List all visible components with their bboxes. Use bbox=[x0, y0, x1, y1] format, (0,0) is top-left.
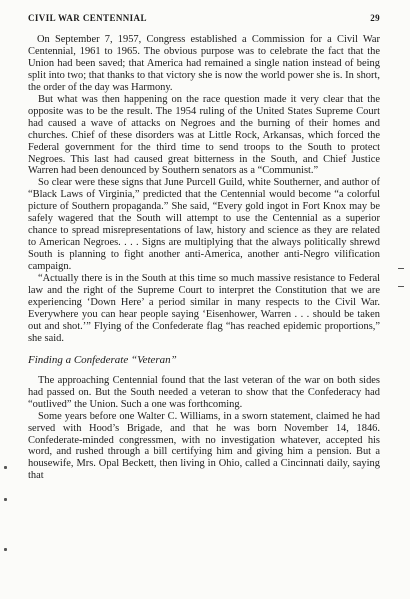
running-title: CIVIL WAR CENTENNIAL bbox=[28, 13, 147, 23]
paragraph-6: Some years before one Walter C. Williams, in a sworn statement, claimed he had served with Hood’s Brigade, and that he was born November 14, 1846. Confederate-minded congressmen, with no investigation whatever, accepted his word, and rushed through a bill certifying him and giving him a pension. But a housewife, Mrs. Opal Beckett, then living in Ohio, called a Cincinnati daily, saying that bbox=[28, 410, 380, 482]
gutter-mark bbox=[398, 268, 404, 269]
running-head bbox=[28, 13, 380, 27]
gutter-dot bbox=[4, 498, 7, 501]
paragraph-5: The approaching Centennial found that the last veteran of the war on both sides had passed on. But the South needed a veteran to show that the Confederacy had “outlived” the Union. Such a one was forthcoming. bbox=[28, 374, 380, 410]
gutter-mark bbox=[398, 286, 404, 287]
paragraph-3: So clear were these signs that June Purcell Guild, white Southerner, and author of “Black Laws of Virginia,” predicted that the Centennial would become “a colorful picture of Southern propaganda.” She said, “Every gold ingot in Fort Knox may be safely wagered that the South will attempt to use the Centennial as a superior chance to spread misrepresentations of law, history and science as they are related to American Negroes. . . . Signs are multiplying that the always politically shrewd South is planning to fight another anti-America, another anti-Negro vilification campaign. bbox=[28, 177, 380, 273]
paragraph-2: But what was then happening on the race question made it very clear that the opposite was to be the result. The 1954 ruling of the United States Supreme Court had caused a wave of attacks on Negroes and the burning of their homes and churches. Chief of these disorders was at Little Rock, Arkansas, which forced the Federal government for the third time to send troops to the South to protect Negroes. This last had caused great bitterness in the South, and Chief Justice Warren had been denounced by Southern senators as a “Communist.” bbox=[28, 93, 380, 177]
page-number: 29 bbox=[370, 13, 380, 23]
gutter-dot bbox=[4, 548, 7, 551]
gutter-dot bbox=[4, 466, 7, 469]
body-text bbox=[28, 34, 380, 482]
paragraph-1: On September 7, 1957, Congress established a Commission for a Civil War Centennial, 1961 to 1965. The obvious purpose was to celebrate the fact that the Union had been saved; that America had remained a single nation instead of being split into two; that thanks to that victory she is now the world power she is. In short, the order of the day was Harmony. bbox=[28, 34, 380, 93]
section-heading: Finding a Confederate “Veteran” bbox=[28, 353, 177, 366]
paragraph-4: “Actually there is in the South at this time so much massive resistance to Federal law and the right of the Supreme Court to interpret the Constitution that we are experiencing ‘Down Here’ a period similar in many respects to the Civil War. Everywhere you can hear people saying ‘Eisenhower, Warren . . . should be taken out and shot.’” Flying of the Confederate flag “has reached epidemic proportions,” she said. bbox=[28, 273, 380, 344]
